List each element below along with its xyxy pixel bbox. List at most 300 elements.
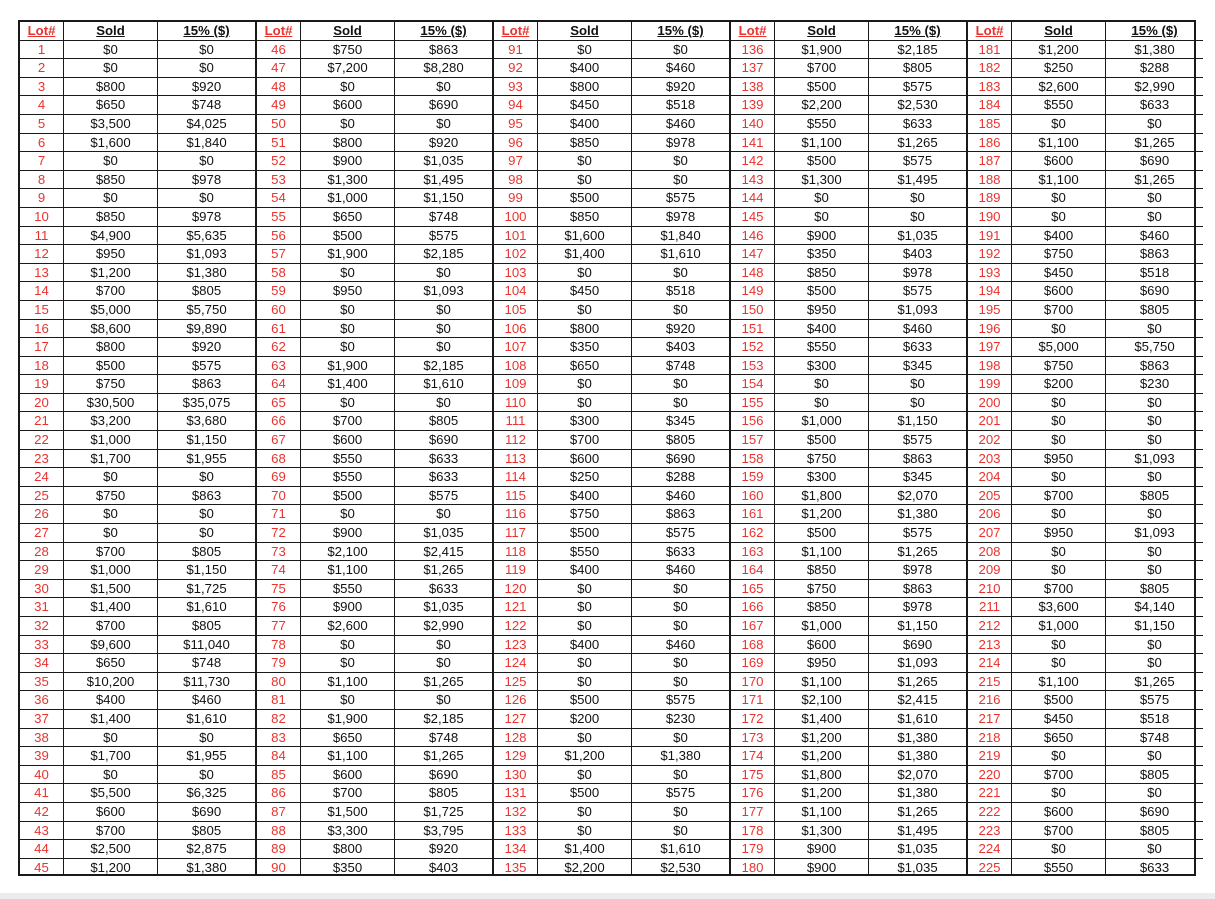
table-row [968,468,1203,487]
sold-amount: $0 [301,636,395,654]
sold-amount: $700 [538,431,632,449]
fee-amount: $863 [1139,246,1170,262]
table-row [257,320,492,339]
sold-amount: $0 [1012,636,1106,654]
lot-number: 200 [968,394,1012,412]
sold-amount: $1,000 [64,431,158,449]
fee-amount: $0 [1147,748,1162,764]
table-column-group [257,22,494,874]
lot-number: 170 [731,673,775,691]
fee-amount: $978 [665,208,696,224]
lot-number: 43 [20,822,64,840]
fee-amount: $8,280 [423,60,464,76]
fee-amount: $230 [1139,376,1170,392]
fee-amount: $0 [1147,115,1162,131]
sold-amount: $0 [775,375,869,393]
table-row [968,803,1203,822]
lot-number: 12 [20,245,64,263]
table-row [20,710,255,729]
lot-number: 37 [20,710,64,728]
lot-number: 69 [257,468,301,486]
table-row [731,691,966,710]
lot-number: 215 [968,673,1012,691]
sold-amount: $0 [538,301,632,319]
sold-amount: $0 [538,41,632,59]
sold-amount: $650 [1012,729,1106,747]
sold-amount: $0 [538,580,632,598]
fee-amount: $345 [665,413,696,429]
sold-amount: $1,900 [301,357,395,375]
sold-amount: $500 [301,487,395,505]
table-row [494,431,729,450]
sold-amount: $5,000 [1012,338,1106,356]
table-row [731,357,966,376]
lot-number: 113 [494,450,538,468]
fee-amount: $690 [428,766,459,782]
sold-amount: $700 [301,412,395,430]
fee-amount: $1,265 [423,562,464,578]
sold-amount: $0 [538,598,632,616]
fee-amount: $920 [191,78,222,94]
fee-amount: $1,093 [897,655,938,671]
sold-amount: $1,900 [301,710,395,728]
sold-amount: $600 [1012,803,1106,821]
fee-amount: $1,725 [423,803,464,819]
lot-number: 198 [968,357,1012,375]
sold-amount: $1,200 [64,264,158,282]
sold-amount: $0 [301,654,395,672]
table-row [20,766,255,785]
sold-amount: $1,100 [775,543,869,561]
sold-amount: $700 [64,617,158,635]
fee-amount: $11,730 [183,673,230,689]
table-row [968,580,1203,599]
sold-amount: $1,400 [64,710,158,728]
table-row [20,598,255,617]
lot-number: 169 [731,654,775,672]
fee-amount: $2,070 [897,487,938,503]
fee-amount: $5,750 [1134,339,1175,355]
lot-number: 31 [20,598,64,616]
table-row [20,524,255,543]
sold-amount: $550 [301,580,395,598]
lot-number: 168 [731,636,775,654]
lot-number: 189 [968,189,1012,207]
sold-amount: $3,600 [1012,598,1106,616]
fee-amount: $460 [191,692,222,708]
lot-number: 45 [20,859,64,877]
lot-number: 33 [20,636,64,654]
fee-amount: $2,530 [660,859,701,875]
sold-amount: $550 [1012,96,1106,114]
lot-number: 219 [968,747,1012,765]
lot-number: 96 [494,134,538,152]
sold-amount: $600 [1012,282,1106,300]
table-row [20,227,255,246]
table-row [968,96,1203,115]
fee-amount: $1,495 [897,822,938,838]
table-row [968,357,1203,376]
sold-amount: $0 [1012,747,1106,765]
fee-amount: $1,265 [897,134,938,150]
table-row [20,394,255,413]
sold-amount: $0 [538,375,632,393]
lot-number: 175 [731,766,775,784]
sold-amount: $1,100 [1012,171,1106,189]
lot-number: 4 [20,96,64,114]
sold-amount: $800 [301,840,395,858]
table-row [731,152,966,171]
fee-amount: $1,150 [423,190,464,206]
table-row [968,487,1203,506]
fee-amount: $0 [199,60,214,76]
lot-number: 213 [968,636,1012,654]
sold-amount: $1,100 [301,673,395,691]
fee-amount: $5,635 [186,227,227,243]
lot-number: 223 [968,822,1012,840]
table-row [731,468,966,487]
sold-amount: $0 [538,152,632,170]
fee-amount: $805 [191,283,222,299]
sold-amount: $900 [301,152,395,170]
lot-number: 101 [494,227,538,245]
lot-number: 154 [731,375,775,393]
table-row [731,450,966,469]
table-row [731,394,966,413]
fee-amount: $0 [199,190,214,206]
table-row [731,301,966,320]
fee-amount: $805 [1139,487,1170,503]
lot-number: 137 [731,59,775,77]
fee-amount: $1,265 [1134,134,1175,150]
sold-amount: $650 [538,357,632,375]
table-row [20,803,255,822]
sold-amount: $950 [1012,524,1106,542]
fee-amount: $0 [673,394,688,410]
sold-amount: $0 [1012,505,1106,523]
table-row [257,636,492,655]
sold-amount: $2,600 [301,617,395,635]
fee-amount: $633 [902,339,933,355]
lot-number: 55 [257,208,301,226]
table-row [494,282,729,301]
sold-amount: $800 [538,78,632,96]
lot-number: 166 [731,598,775,616]
table-row [20,152,255,171]
fee-amount: $2,990 [423,618,464,633]
fee-amount: $575 [902,78,933,94]
sold-amount: $500 [775,282,869,300]
table-row [494,598,729,617]
fee-amount: $805 [428,413,459,429]
lot-number: 2 [20,59,64,77]
table-row [968,598,1203,617]
sold-amount: $450 [538,96,632,114]
sold-amount: $0 [301,338,395,356]
lot-number: 129 [494,747,538,765]
table-row [20,691,255,710]
table-row [494,580,729,599]
table-row [257,394,492,413]
fee-amount: $748 [191,655,222,671]
sold-amount: $600 [301,96,395,114]
sold-amount: $300 [775,357,869,375]
sold-amount: $0 [301,505,395,523]
lot-number: 156 [731,412,775,430]
table-row [494,412,729,431]
table-row [968,431,1203,450]
fee-amount: $1,380 [186,859,227,875]
sold-amount: $500 [538,784,632,802]
lot-number: 121 [494,598,538,616]
sold-amount: $10,200 [64,673,158,691]
sold-amount: $2,600 [1012,78,1106,96]
sold-amount: $850 [64,171,158,189]
fee-amount: $805 [191,543,222,559]
sold-amount: $500 [538,524,632,542]
fee-amount: $1,380 [897,785,938,801]
table-row [257,152,492,171]
table-row [494,338,729,357]
fee-amount: $1,265 [423,748,464,764]
lot-number: 117 [494,524,538,542]
sold-amount: $450 [1012,264,1106,282]
sold-amount: $0 [64,468,158,486]
sold-amount: $550 [775,338,869,356]
table-row [494,171,729,190]
sold-amount: $500 [301,227,395,245]
fee-amount: $978 [665,134,696,150]
sold-amount: $8,600 [64,320,158,338]
table-row [20,171,255,190]
sold-amount: $0 [1012,394,1106,412]
table-row [494,747,729,766]
table-row [968,78,1203,97]
table-row [494,96,729,115]
sold-amount: $750 [64,487,158,505]
sold-amount: $1,100 [301,747,395,765]
lot-number: 135 [494,859,538,877]
fee-amount: $863 [902,450,933,466]
lot-number: 138 [731,78,775,96]
fee-amount: $920 [428,841,459,857]
fee-amount: $0 [436,339,451,355]
table-row [968,561,1203,580]
table-row [257,524,492,543]
table-row [257,189,492,208]
table-row [257,729,492,748]
sold-amount: $1,200 [775,784,869,802]
fee-amount: $1,093 [1134,450,1175,466]
lot-number: 220 [968,766,1012,784]
lot-number: 133 [494,822,538,840]
lot-number: 120 [494,580,538,598]
fee-amount: $0 [673,822,688,838]
lot-number: 72 [257,524,301,542]
fee-amount: $690 [428,97,459,113]
lot-number: 208 [968,543,1012,561]
header-row [968,22,1203,41]
table-row [494,617,729,636]
fee-amount: $920 [665,78,696,94]
lot-number: 90 [257,859,301,877]
table-row [20,468,255,487]
fee-amount: $1,840 [660,227,701,243]
lot-number: 139 [731,96,775,114]
table-row [731,78,966,97]
table-row [20,617,255,636]
table-row [20,282,255,301]
sold-amount: $950 [301,282,395,300]
lot-number: 95 [494,115,538,133]
sold-amount: $750 [775,450,869,468]
fee-amount: $0 [436,506,451,522]
lot-number: 115 [494,487,538,505]
fee-amount: $2,415 [897,692,938,708]
fee-amount: $633 [1139,97,1170,113]
fee-amount: $460 [665,487,696,503]
fee-amount: $403 [428,859,459,875]
lot-number: 140 [731,115,775,133]
sold-amount: $700 [1012,766,1106,784]
table-row [20,505,255,524]
fee-amount: $863 [191,487,222,503]
sold-amount: $1,200 [538,747,632,765]
lot-number: 10 [20,208,64,226]
header-lot: Lot# [494,22,538,40]
table-row [731,524,966,543]
lot-number: 197 [968,338,1012,356]
fee-amount: $5,750 [186,301,227,317]
lot-number: 51 [257,134,301,152]
table-row [968,208,1203,227]
fee-amount: $863 [902,580,933,596]
lot-number: 88 [257,822,301,840]
sold-amount: $200 [538,710,632,728]
fee-amount: $805 [902,60,933,76]
lot-number: 71 [257,505,301,523]
table-row [968,747,1203,766]
table-row [968,729,1203,748]
lot-number: 70 [257,487,301,505]
table-row [20,822,255,841]
table-row [257,41,492,60]
sold-amount: $1,700 [64,450,158,468]
lot-number: 44 [20,840,64,858]
lot-number: 222 [968,803,1012,821]
fee-amount: $4,140 [1134,599,1175,615]
header-row [20,22,255,41]
fee-amount: $920 [428,134,459,150]
fee-amount: $920 [665,320,696,336]
sold-amount: $0 [775,189,869,207]
lot-number: 194 [968,282,1012,300]
fee-amount: $575 [665,692,696,708]
table-row [494,691,729,710]
table-row [968,375,1203,394]
lot-number: 151 [731,320,775,338]
sold-amount: $1,200 [775,729,869,747]
lot-number: 89 [257,840,301,858]
lot-number: 103 [494,264,538,282]
lot-number: 16 [20,320,64,338]
table-row [257,134,492,153]
table-row [968,412,1203,431]
lot-number: 32 [20,617,64,635]
fee-amount: $0 [436,655,451,671]
lot-number: 65 [257,394,301,412]
header-fee: 15% ($) [420,23,467,38]
lot-number: 159 [731,468,775,486]
sold-amount: $550 [775,115,869,133]
table-row [257,338,492,357]
fee-amount: $1,495 [423,171,464,187]
table-row [257,822,492,841]
fee-amount: $0 [1147,469,1162,485]
lot-number: 27 [20,524,64,542]
fee-amount: $0 [199,469,214,485]
lot-number: 214 [968,654,1012,672]
lot-number: 180 [731,859,775,877]
lot-number: 11 [20,227,64,245]
table-row [494,803,729,822]
lot-number: 118 [494,543,538,561]
table-row [494,264,729,283]
lot-number: 81 [257,691,301,709]
lot-number: 218 [968,729,1012,747]
fee-amount: $690 [428,432,459,448]
sold-amount: $2,200 [775,96,869,114]
table-row [731,580,966,599]
lot-number: 24 [20,468,64,486]
sold-amount: $450 [538,282,632,300]
sold-amount: $500 [775,78,869,96]
lot-number: 53 [257,171,301,189]
sold-amount: $900 [775,840,869,858]
lot-number: 36 [20,691,64,709]
lot-number: 75 [257,580,301,598]
table-row [257,654,492,673]
sold-amount: $1,400 [775,710,869,728]
table-column-group [731,22,968,874]
sold-amount: $0 [301,691,395,709]
sold-amount: $0 [538,822,632,840]
fee-amount: $1,610 [186,710,227,726]
fee-amount: $805 [1139,301,1170,317]
table-row [20,859,255,877]
fee-amount: $2,185 [423,710,464,726]
sold-amount: $0 [64,189,158,207]
fee-amount: $748 [191,97,222,113]
lot-number: 202 [968,431,1012,449]
lot-number: 14 [20,282,64,300]
lot-number: 1 [20,41,64,59]
table-row [20,654,255,673]
lot-number: 104 [494,282,538,300]
lot-number: 77 [257,617,301,635]
table-row [494,636,729,655]
fee-amount: $863 [1139,357,1170,373]
sold-amount: $700 [775,59,869,77]
sold-amount: $850 [775,264,869,282]
lot-number: 29 [20,561,64,579]
lot-number: 206 [968,505,1012,523]
table-row [731,617,966,636]
sold-amount: $450 [1012,710,1106,728]
sold-amount: $1,100 [301,561,395,579]
lot-number: 164 [731,561,775,579]
fee-amount: $1,150 [897,618,938,633]
